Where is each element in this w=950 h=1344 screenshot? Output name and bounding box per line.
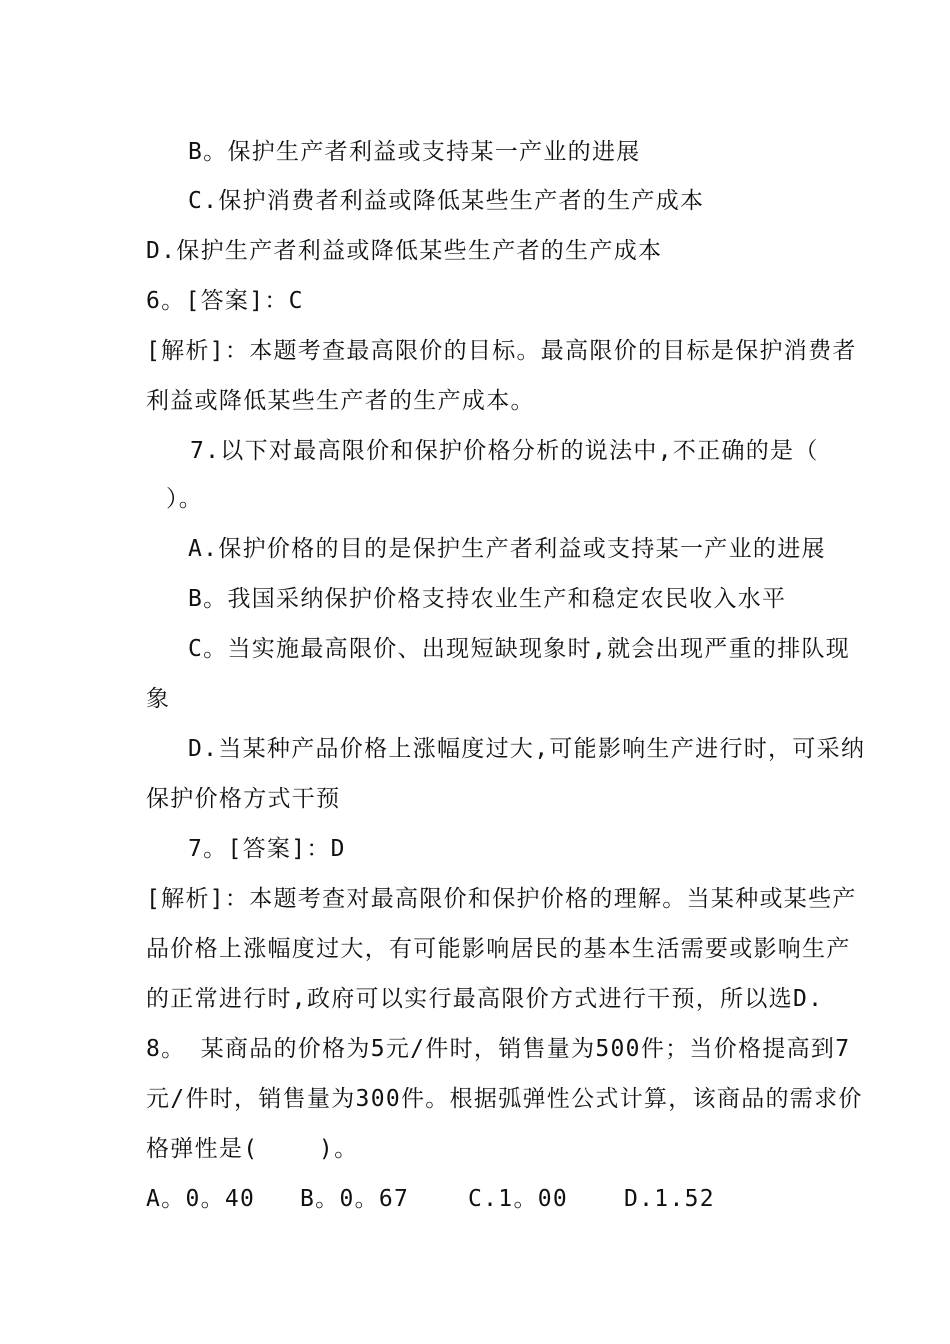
- q7-stem-line1: 7.以下对最高限价和保护价格分析的说法中,不正确的是（: [190, 438, 819, 464]
- q8-option-c: C.1。00: [468, 1186, 569, 1212]
- q8-stem-line3: 格弹性是( )。: [146, 1136, 359, 1162]
- q7-analysis-line3: 的正常进行时,政府可以实行最高限价方式进行干预，所以选D.: [146, 986, 824, 1012]
- q5-option-b: B。保护生产者利益或支持某一产业的进展: [188, 139, 641, 165]
- q8-stem-line1: 8。 某商品的价格为5元/件时，销售量为500件；当价格提高到7: [146, 1036, 851, 1062]
- q8-option-a: A。0。40: [146, 1186, 256, 1212]
- q5-option-d: D.保护生产者利益或降低某些生产者的生产成本: [146, 238, 663, 264]
- q7-stem-line2: ）。: [166, 486, 204, 512]
- q7-option-a: A.保护价格的目的是保护生产者利益或支持某一产业的进展: [188, 536, 826, 562]
- q7-option-c-line2: 象: [146, 686, 171, 712]
- q8-option-d: D.1.52: [624, 1186, 715, 1212]
- q7-option-d-line1: D.当某种产品价格上涨幅度过大,可能影响生产进行时，可采纳: [188, 736, 866, 762]
- q6-answer: 6。[答案]：C: [146, 288, 304, 314]
- q8-option-b: B。0。67: [300, 1186, 410, 1212]
- q7-analysis-line1: [解析]：本题考查对最高限价和保护价格的理解。当某种或某些产: [146, 886, 857, 912]
- q5-option-c: C.保护消费者利益或降低某些生产者的生产成本: [188, 188, 705, 214]
- q7-answer: 7。[答案]：D: [188, 836, 346, 862]
- q7-analysis-line2: 品价格上涨幅度过大，有可能影响居民的基本生活需要或影响生产: [146, 936, 851, 962]
- q8-options-row: [146, 1184, 846, 1214]
- q6-analysis-line2: 利益或降低某些生产者的生产成本。: [146, 388, 535, 414]
- q7-option-c-line1: C。当实施最高限价、出现短缺现象时,就会出现严重的排队现: [188, 636, 851, 662]
- q6-analysis-line1: [解析]：本题考查最高限价的目标。最高限价的目标是保护消费者: [146, 338, 857, 364]
- q7-option-b: B。我国采纳保护价格支持农业生产和稳定农民收入水平: [188, 586, 787, 612]
- q7-option-d-line2: 保护价格方式干预: [146, 786, 341, 812]
- q8-stem-line2: 元/件时，销售量为300件。根据弧弹性公式计算，该商品的需求价: [146, 1086, 863, 1112]
